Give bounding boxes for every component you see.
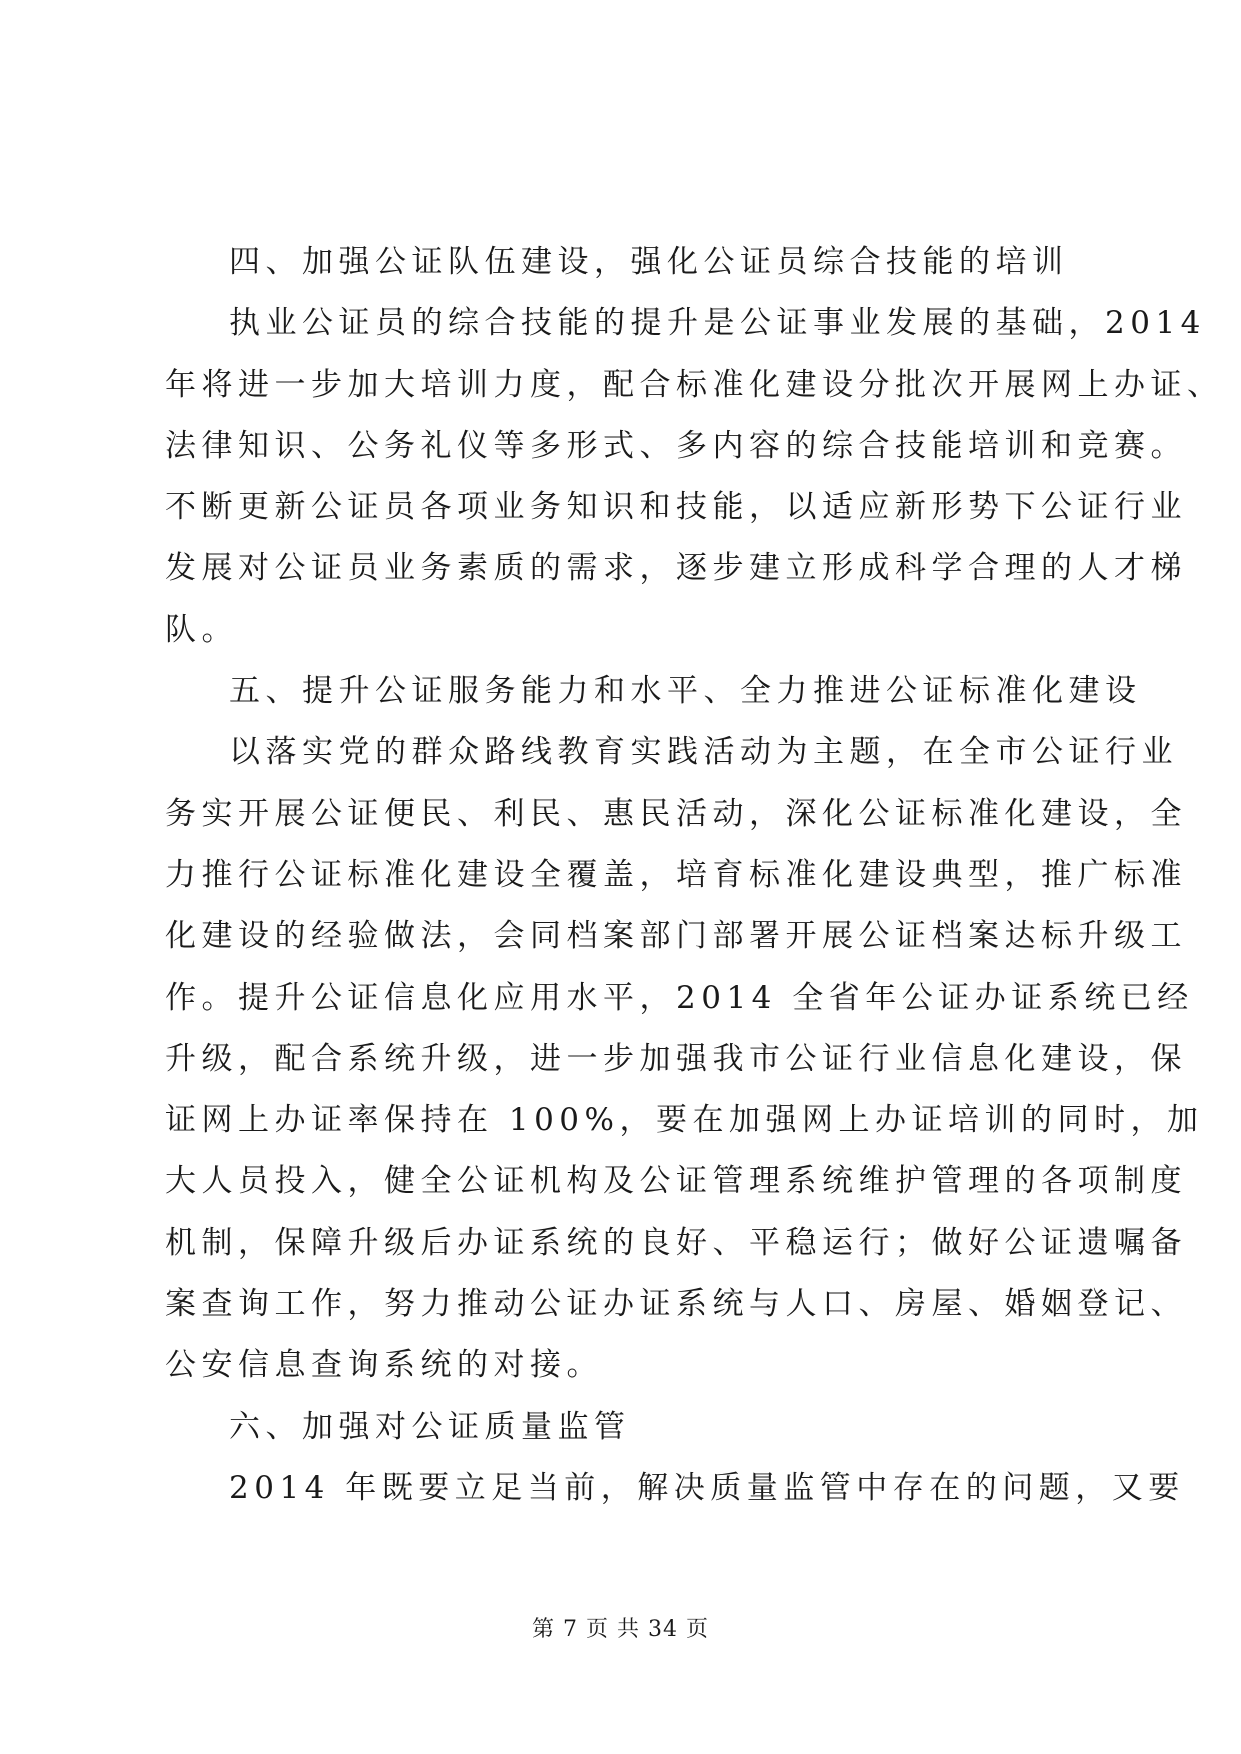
paragraph-line: 队。 <box>165 611 238 648</box>
paragraph-line: 化建设的经验做法，会同档案部门部署开展公证档案达标升级工 <box>165 918 1187 955</box>
paragraph-line: 案查询工作，努力推动公证办证系统与人口、房屋、婚姻登记、 <box>165 1286 1187 1323</box>
paragraph-line: 法律知识、公务礼仪等多形式、多内容的综合技能培训和竞赛。 <box>165 427 1187 464</box>
paragraph-line: 升级，配合系统升级，进一步加强我市公证行业信息化建设，保 <box>165 1040 1187 1077</box>
paragraph-line: 以落实党的群众路线教育实践活动为主题，在全市公证行业 <box>229 734 1178 771</box>
paragraph-line: 年将进一步加大培训力度，配合标准化建设分批次开展网上办证、 <box>165 366 1224 403</box>
paragraph-line: 2014 年既要立足当前，解决质量监管中存在的问题，又要 <box>229 1469 1185 1506</box>
page-footer <box>0 1612 1241 1643</box>
paragraph-line: 公安信息查询系统的对接。 <box>165 1347 603 1384</box>
paragraph-line: 机制，保障升级后办证系统的良好、平稳运行；做好公证遗嘱备 <box>165 1224 1187 1261</box>
paragraph-line: 执业公证员的综合技能的提升是公证事业发展的基础，2014 <box>229 305 1206 342</box>
paragraph-line: 不断更新公证员各项业务知识和技能，以适应新形势下公证行业 <box>165 489 1187 526</box>
paragraph-line: 务实开展公证便民、利民、惠民活动，深化公证标准化建设，全 <box>165 795 1187 832</box>
document-body <box>165 232 1224 1519</box>
paragraph-line: 大人员投入，健全公证机构及公证管理系统维护管理的各项制度 <box>165 1163 1187 1200</box>
page-number-label: 第 7 页 共 34 页 <box>532 1617 709 1642</box>
paragraph-line: 证网上办证率保持在 100%，要在加强网上办证培训的同时，加 <box>165 1102 1204 1139</box>
section-heading-5: 五、提升公证服务能力和水平、全力推进公证标准化建设 <box>229 673 1142 710</box>
paragraph-line: 力推行公证标准化建设全覆盖，培育标准化建设典型，推广标准 <box>165 856 1187 893</box>
paragraph-line: 作。提升公证信息化应用水平，2014 全省年公证办证系统已经 <box>165 979 1194 1016</box>
section-heading-6: 六、加强对公证质量监管 <box>229 1408 631 1445</box>
paragraph-line: 发展对公证员业务素质的需求，逐步建立形成科学合理的人才梯 <box>165 550 1187 587</box>
section-heading-4: 四、加强公证队伍建设，强化公证员综合技能的培训 <box>229 244 1069 280</box>
